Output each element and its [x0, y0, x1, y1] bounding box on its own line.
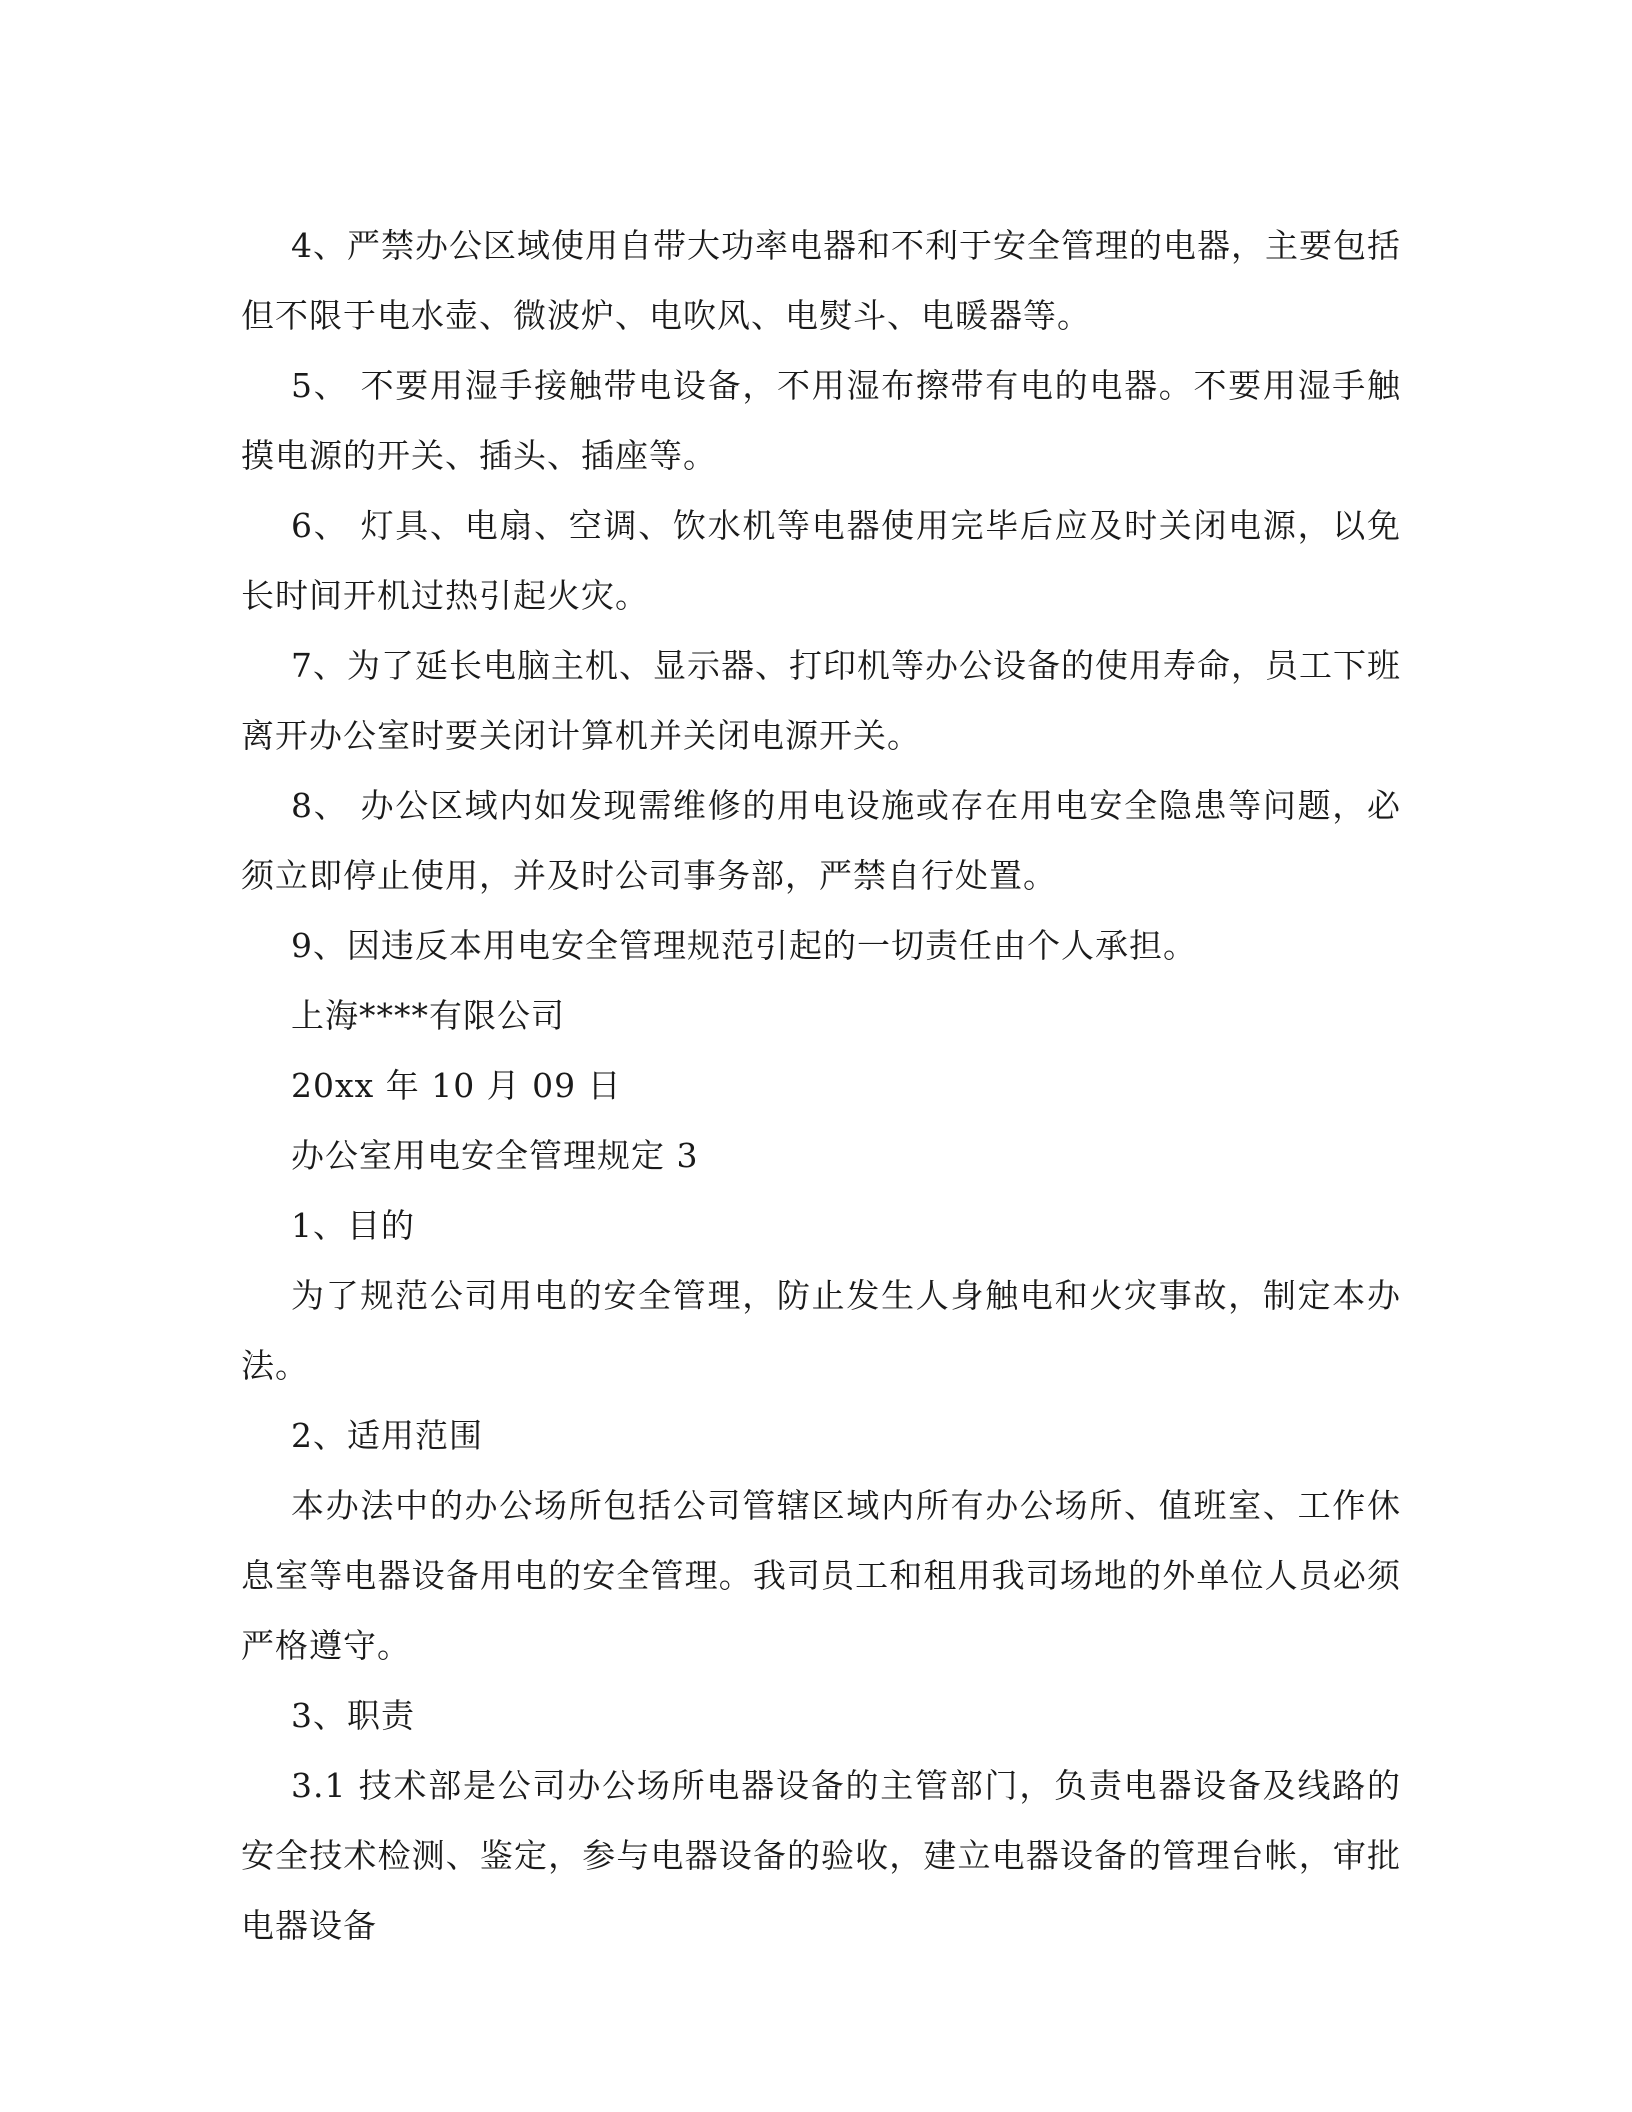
company-name: 上海****有限公司: [291, 996, 565, 1035]
section-title: 办公室用电安全管理规定 3: [291, 1136, 699, 1175]
paragraph-item-6: 6、 灯具、电扇、空调、饮水机等电器使用完毕后应及时关闭电源，以免长时间开机过热引起火灾。: [241, 506, 1401, 615]
document-date: 20xx 年 10 月 09 日: [291, 1066, 622, 1105]
paragraph-item-8: 8、 办公区域内如发现需维修的用电设施或存在用电安全隐患等问题，必须立即停止使用，并及时公司事务部，严禁自行处置。: [241, 786, 1401, 895]
scope-text: 本办法中的办公场所包括公司管辖区域内所有办公场所、值班室、工作休息室等电器设备用电的安全管理。我司员工和租用我司场地的外单位人员必须严格遵守。: [241, 1486, 1401, 1665]
heading-purpose: 1、目的: [291, 1206, 415, 1245]
responsibility-3-1: 3.1 技术部是公司办公场所电器设备的主管部门，负责电器设备及线路的安全技术检测、鉴定，参与电器设备的验收，建立电器设备的管理台帐，审批电器设备: [241, 1766, 1401, 1945]
paragraph-item-5: 5、 不要用湿手接触带电设备，不用湿布擦带有电的电器。不要用湿手触摸电源的开关、插头、插座等。: [241, 366, 1401, 475]
heading-scope: 2、适用范围: [291, 1416, 483, 1455]
document-body: [241, 211, 1401, 1961]
paragraph-item-7: 7、为了延长电脑主机、显示器、打印机等办公设备的使用寿命，员工下班离开办公室时要关闭计算机并关闭电源开关。: [241, 646, 1401, 755]
heading-responsibilities: 3、职责: [291, 1696, 415, 1735]
paragraph-item-9: 9、因违反本用电安全管理规范引起的一切责任由个人承担。: [291, 926, 1197, 965]
purpose-text: 为了规范公司用电的安全管理，防止发生人身触电和火灾事故，制定本办法。: [241, 1276, 1401, 1385]
paragraph-item-4: 4、严禁办公区域使用自带大功率电器和不利于安全管理的电器，主要包括但不限于电水壶、微波炉、电吹风、电熨斗、电暖器等。: [241, 226, 1401, 335]
